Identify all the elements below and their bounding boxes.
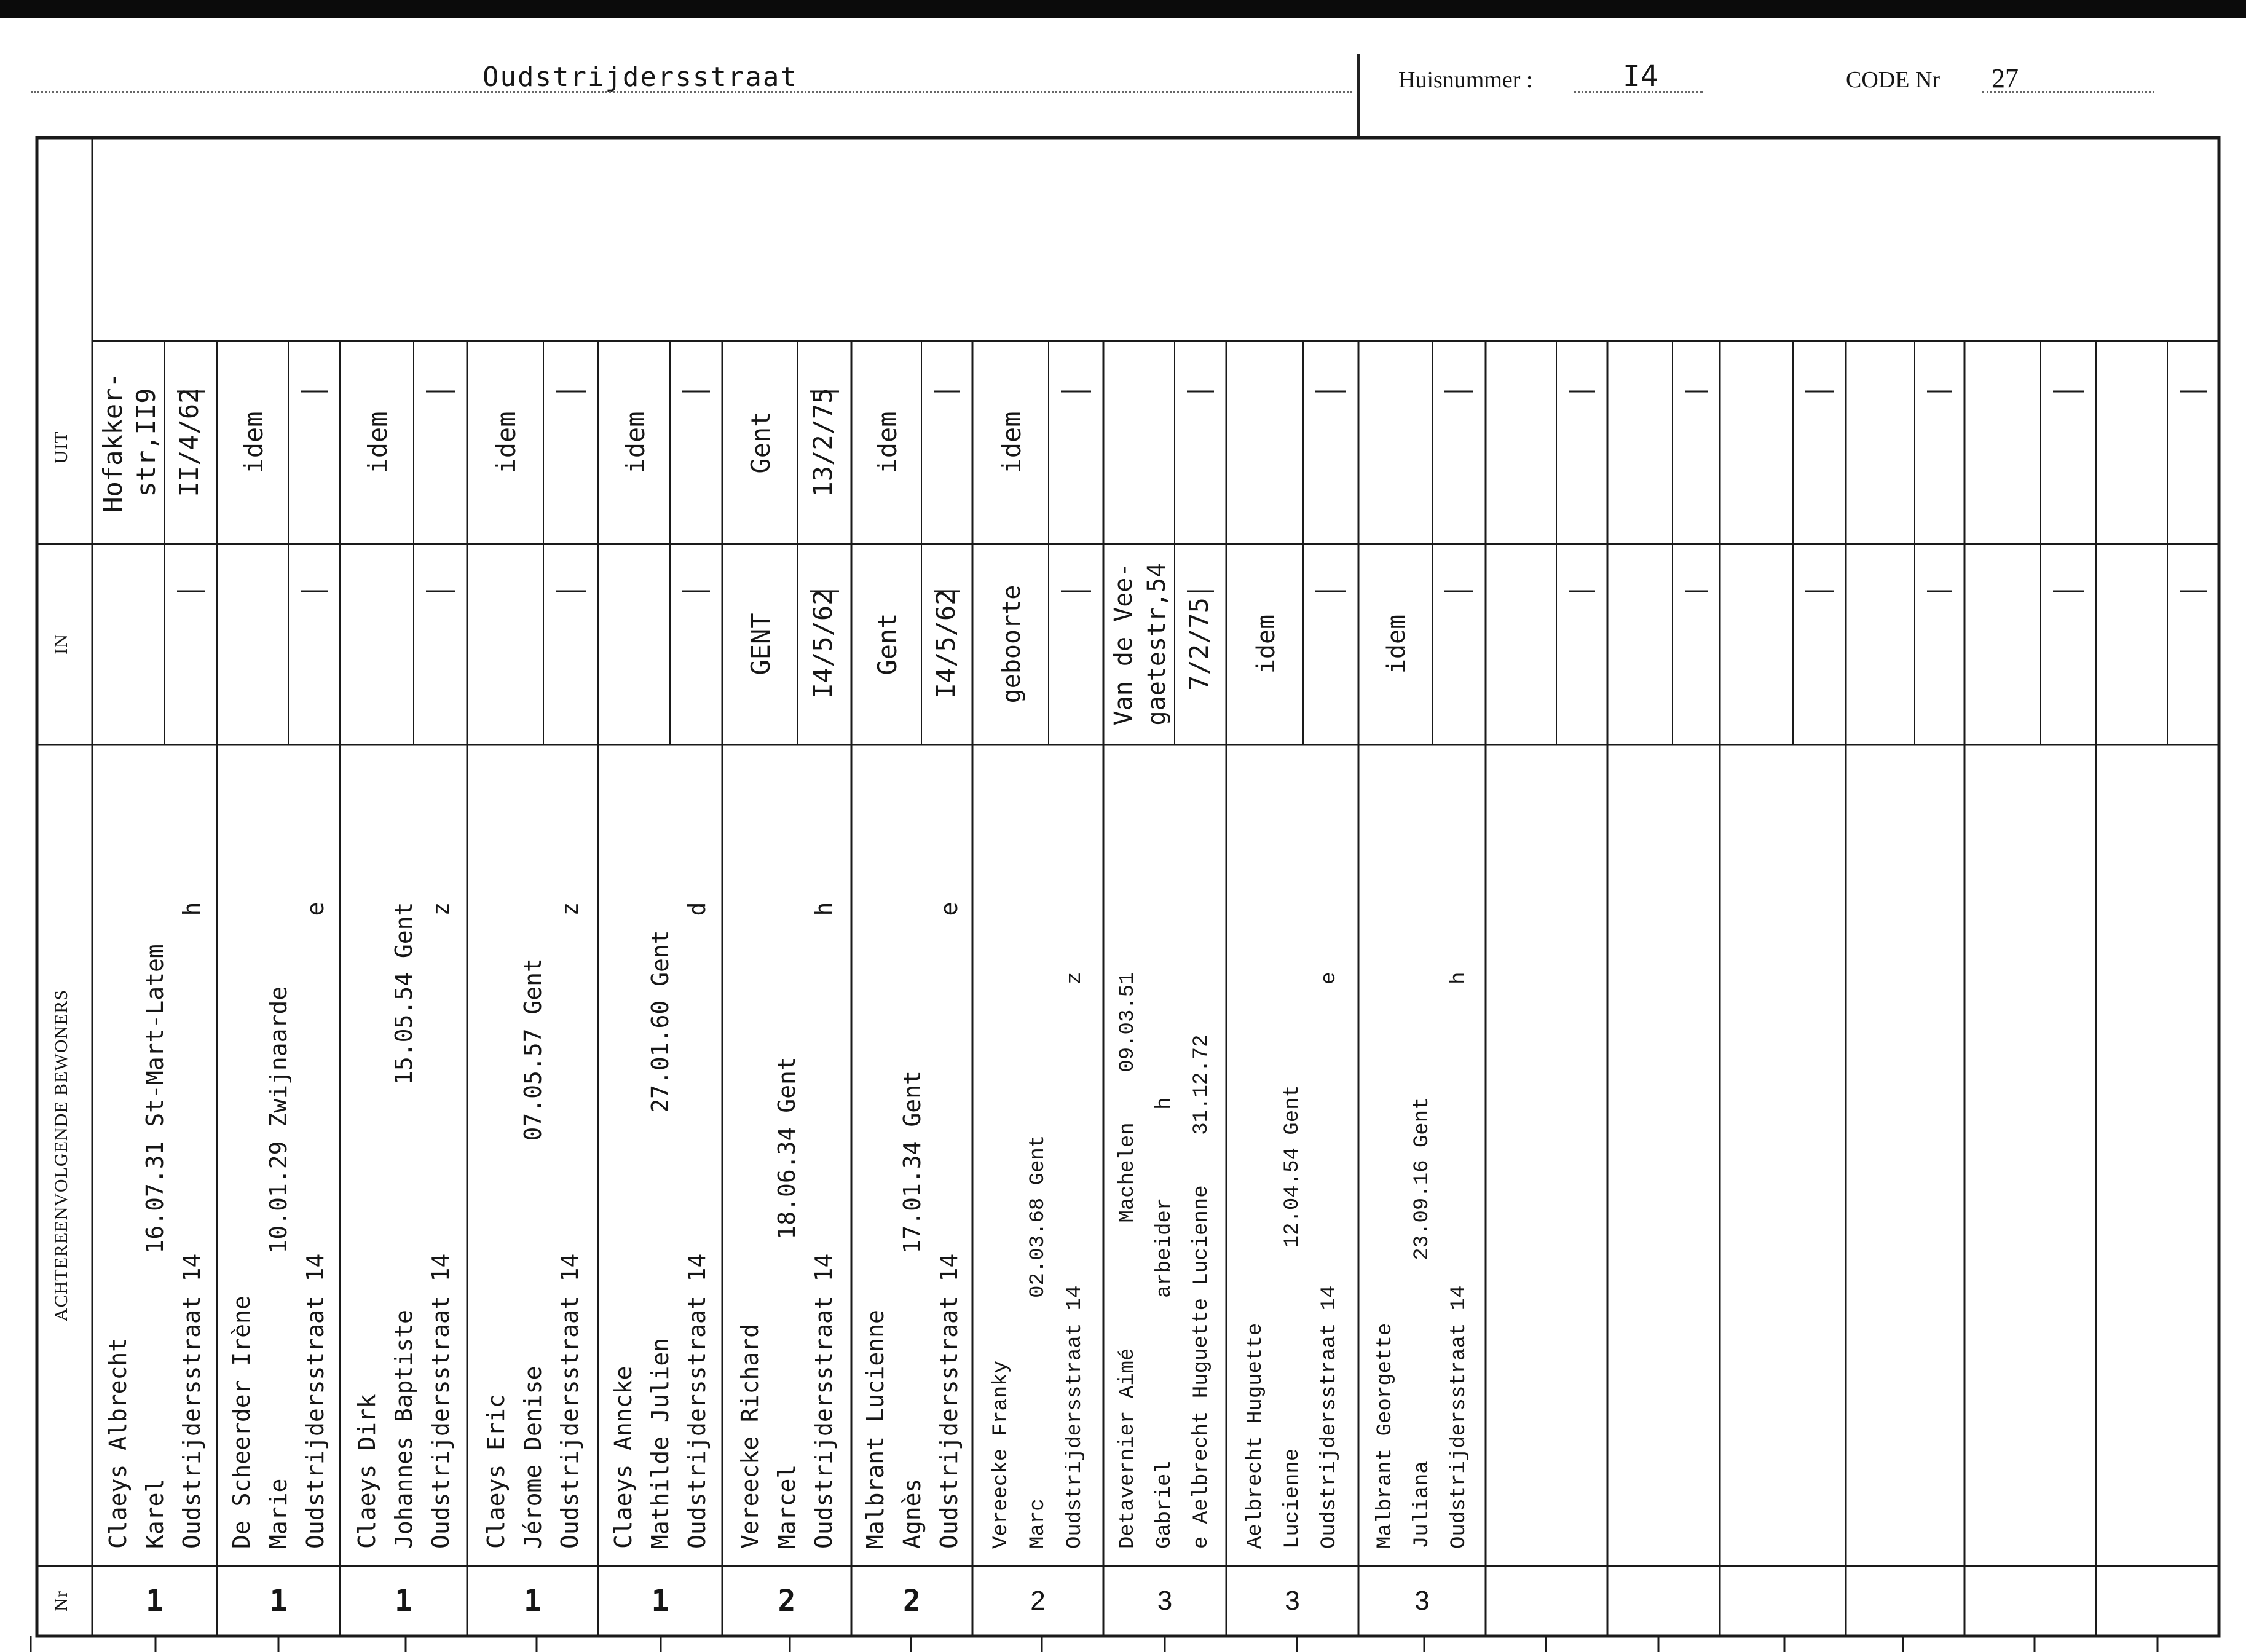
row-number: 2 xyxy=(778,1584,796,1618)
row-number: 3 xyxy=(1157,1586,1173,1616)
row-number: 1 xyxy=(524,1584,542,1618)
in-place: GENT xyxy=(746,613,776,675)
in-date: 7/2/75 xyxy=(1184,597,1214,691)
row-number: 1 xyxy=(651,1584,669,1618)
out-place: idem xyxy=(620,411,650,474)
resident-entry: De Scheerder Irène Marie 10.01.29 Zwijnaarde Oudstrijdersstraat 14 e xyxy=(228,902,329,1549)
out-place: idem xyxy=(872,411,903,474)
row-number: 2 xyxy=(903,1584,921,1618)
out-place: Gent xyxy=(746,411,776,474)
row-number: 1 xyxy=(146,1584,164,1618)
resident-entry: Claeys Dirk Johannes Baptiste 15.05.54 Gent Oudstrijdersstraat 14 z xyxy=(353,902,454,1549)
out-date: 13/2/75 xyxy=(807,388,838,497)
street-name: Oudstrijdersstraat xyxy=(483,61,798,93)
resident-entry: Aelbrecht Huguette Lucienne 12.04.54 Gent Oudstrijdersstraat 14 e xyxy=(1243,972,1341,1549)
residents-column-label: ACHTEREENVOLGENDE BEWONERS xyxy=(51,989,71,1322)
in-date: I4/5/62 xyxy=(930,589,961,699)
resident-entry: Detavernier Aimé Machelen 09.03.51 Gabriel arbeider h e Aelbrecht Huguette Lucienne 31.12.72 xyxy=(1116,972,1213,1549)
out-place: Hofakker- str,II9 xyxy=(97,372,161,513)
row-number: 3 xyxy=(1285,1586,1300,1616)
out-place: idem xyxy=(238,411,269,474)
in-column-label: IN xyxy=(51,634,71,655)
in-place: idem xyxy=(1251,614,1280,674)
out-place: idem xyxy=(996,411,1026,474)
uit-column-label: UIT xyxy=(51,431,71,464)
row-number: 1 xyxy=(395,1584,412,1618)
house-number-value: I4 xyxy=(1623,59,1658,93)
out-date: II/4/62 xyxy=(174,388,205,497)
resident-entry: Claeys Albrecht Karel 16.07.31 St-Mart-Latem Oudstrijdersstraat 14 h xyxy=(104,902,205,1549)
in-date: I4/5/62 xyxy=(807,589,838,699)
in-place: Gent xyxy=(872,613,903,675)
house-number-label: Huisnummer : xyxy=(1398,67,1533,93)
code-number-label: CODE Nr xyxy=(1846,67,1941,93)
in-place: Van de Vee- gaetestr,54 xyxy=(1109,562,1171,726)
row-number: 3 xyxy=(1414,1586,1430,1616)
row-number: 2 xyxy=(1030,1586,1046,1616)
in-place: idem xyxy=(1382,614,1411,674)
out-place: idem xyxy=(491,411,521,474)
resident-entry: Malbrant Lucienne Agnès 17.01.34 Gent Oudstrijdersstraat 14 e xyxy=(861,902,963,1549)
nr-column-label: Nr xyxy=(51,1591,71,1611)
code-number-value: 27 xyxy=(1992,63,2019,93)
resident-entry: Claeys Eric Jérome Denise 07.05.57 Gent Oudstrijdersstraat 14 z xyxy=(482,902,583,1549)
out-place: idem xyxy=(363,411,393,474)
resident-entry: Claeys Anncke Mathilde Julien 27.01.60 Gent Oudstrijdersstraat 14 d xyxy=(610,902,711,1549)
in-place: geboorte xyxy=(997,584,1026,704)
resident-entry: Vereecke Richard Marcel 18.06.34 Gent Oudstrijdersstraat 14 h xyxy=(736,902,837,1549)
resident-entry: Vereecke Franky Marc 02.03.68 Gent Oudstrijdersstraat 14 z xyxy=(989,972,1087,1549)
resident-entry: Malbrant Georgette Juliana 23.09.16 Gent Oudstrijdersstraat 14 h xyxy=(1373,972,1471,1549)
row-number: 1 xyxy=(269,1584,288,1618)
